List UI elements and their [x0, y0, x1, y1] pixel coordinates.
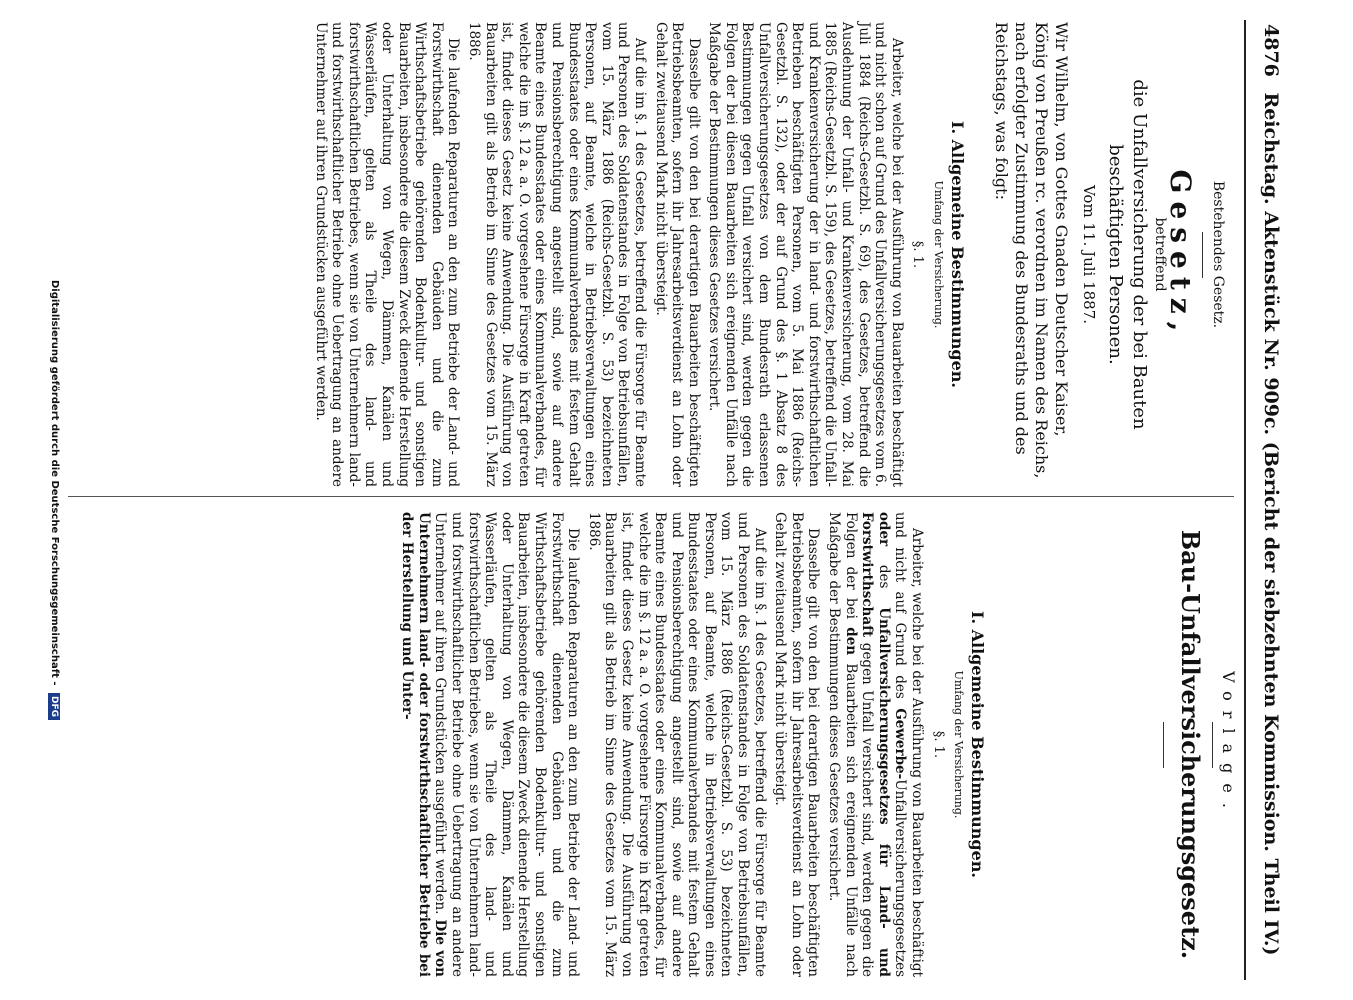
section-heading: I. Allgemeine Bestimmungen. [967, 610, 987, 878]
credit-text: Digitalisierung gefördert durch die Deutsche Forschungsgemeinschaft - [49, 279, 60, 686]
running-title: Reichstag. Aktenstück Nr. 909c. (Bericht der siebzehnten Kommission. Theil IV.) [1260, 92, 1282, 956]
paragraph-text: Die laufenden Reparaturen an den zum Betriebe der Land- und Forstwirthschaft dienenden Gebäuden und die zum Wirthschaftsbetriebe gehörenden Bodenkultur- und sonstigen Bauarbeiten, insbesondere die diesem Zweck dienende Herstellung oder Unterhaltung von Wegen, Dämmen, Kanälen und Wasserläufen, gelten als Theile des land- und forstwirthschaftlichen Betriebes, wenn sie von Unternehmern land- und forstwirthschaftlicher Betriebe ohne Uebertragung an andere Unternehmer auf ihren Grundstücken ausgeführt werden. Die von Unternehmern land- oder forstwirthschaftlicher Betriebe bei der Herstellung und Unter- [399, 512, 582, 977]
paragraph-text: Die laufenden Reparaturen an den zum Betriebe der Land- und Forstwirthschaft dienenden Gebäuden und die zum Wirthschaftsbetriebe gehörenden Bodenkultur- und sonstigen Bauarbeiten, insbesondere die diesem Zweck dienende Herstellung oder Unterhaltung von Wegen, Dämmen, Kanälen und Wasserläufen, gelten als Theile des land- und forstwirthschaftlichen Betriebes, wenn sie von Unternehmern land- und forstwirthschaftlicher Betriebe ohne Uebertragung an andere Unternehmer auf ihren Grundstücken ausgeführt werden. [312, 22, 462, 487]
paragraph-number: §. 1. [910, 240, 926, 269]
paragraph-text: Dasselbe gilt von den bei derartigen Bauarbeiten beschäftigten Betriebsbeamten, sofern ihr Jahresarbeitsverdienst an Lohn oder Gehalt zweitausend Mark nicht übersteigt. [652, 22, 702, 487]
paragraph-text: Auf die im §. 1 des Gesetzes, betreffend die Fürsorge für Beamte und Personen des Soldatenstandes in Folge von Betriebsunfällen, vom 15. März 1886 (Reichs-Gesetzbl. S. 53) bezeichneten Personen, auf Beamte, welche in Betriebsverwaltungen eines Bundesstaates oder eines Kommunalverbandes mit festem Gehalt und Pensionsberechtigung angestellt sind, sowie auf andere Beamte eines Bundesstaates oder eines Kommunalverbandes, für welche die im §. 12 a. a. O. vorgesehene Fürsorge in Kraft getreten ist, findet dieses Gesetz keine Anwendung. Die Ausführung von Bauarbeiten gilt als Betrieb im Sinne des Gesetzes vom 15. März 1886. [585, 512, 768, 977]
right-column-proposal [395, 512, 1236, 977]
separator [1202, 232, 1203, 278]
section-heading: I. Allgemeine Bestimmungen. [947, 120, 967, 388]
paragraph-text: Dasselbe gilt von den bei derartigen Bauarbeiten beschäftigten Betriebsbeamten, sofern ihr Jahresarbeitsverdienst an Lohn oder Gehalt zweitausend Mark nicht übersteigt. [772, 512, 822, 977]
law-title: die Unfallversicherung der bei Bauten beschäftigten Personen. [1105, 79, 1151, 430]
digitization-credit [46, 4, 60, 996]
left-column-existing-law [308, 22, 1236, 487]
paragraph-text: Arbeiter, welche bei der Ausführung von Bauarbeiten beschäftigt und nicht auf Grund des Gewerbe-Unfallversicherungsgesetzes oder des Unfallversicherungsgesetzes für Land- und Forstwirthschaft gegen Unfall versichert sind, werden gegen die Folgen der bei den Bauarbeiten sich ereignenden Unfälle nach Maßgabe der Bestimmungen dieses Gesetzes versichert. [826, 512, 926, 977]
paragraph-text: Arbeiter, welche bei der Ausführung von Bauarbeiten beschäftigt und nicht schon auf Grund des Unfallversicherungsgesetzes vom 6. Juli 1884 (Reichs-Gesetzbl. S. 69), des Gesetzes, betreffend die Ausdehnung der Unfall- und Krankenversicherung, vom 28. Mai 1885 (Reichs-Gesetzbl. S. 159), des Gesetzes, betreffend die Unfall- und Krankenversicherung der in land- und forstwirthschaftlichen Betrieben beschäftigten Personen, vom 5. Mai 1886 (Reichs-Gesetzbl. S. 132), oder der auf Grund des §. 1 Absatz 8 des Unfallversicherungsgesetzes von dem Bundesrath erlassenen Bestimmungen gegen Unfall versichert sind, werden gegen die Folgen der bei diesen Bauarbeiten sich ereignenden Unfälle nach Maßgabe der Bestimmungen dieses Gesetzes versichert. [706, 22, 905, 487]
column-label: Vorlage. [1219, 671, 1238, 818]
header-rule [1244, 20, 1246, 980]
column-divider [68, 496, 1234, 497]
paragraph-number: §. 1. [930, 730, 946, 759]
law-title-big: Bau-Unfallversicherungsgesetz. [1176, 529, 1206, 960]
preamble: Wir Wilhelm, von Gottes Gnaden Deutscher Kaiser, König von Preußen rc. verordnen im Namen des Reichs, nach erfolgter Zustimmung des Bundesraths und des Reichstags, was folgt: [991, 22, 1071, 479]
law-title-sub: betreffend [1151, 217, 1168, 292]
paragraph-text: Auf die im §. 1 des Gesetzes, betreffend die Fürsorge für Beamte und Personen des Soldatenstandes in Folge von Betriebsunfällen, vom 15. März 1886 (Reichs-Gesetzbl. S. 53) bezeichneten Personen, auf Beamte, welche in Betriebsverwaltungen eines Bundesstaates oder eines Kommunalverbandes mit festem Gehalt und Pensionsberechtigung angestellt sind, sowie auf andere Beamte eines Bundesstaates oder eines Kommunalverbandes, für welche die im §. 12 a. a. O. vorgesehene Fürsorge in Kraft getreten ist, findet dieses Gesetz keine Anwendung. Die Ausführung von Bauarbeiten gilt als Betrieb im Sinne des Gesetzes vom 15. März 1886. [466, 22, 648, 487]
law-date: Vom 11. Juli 1887. [1080, 184, 1099, 325]
page-header [1256, 24, 1282, 974]
column-label: Bestehendes Gesetz. [1210, 180, 1226, 329]
law-title-big: Gesetz, [1164, 169, 1198, 340]
page-number: 4876 [1260, 24, 1282, 77]
separator [1212, 722, 1213, 768]
section-subheading: Umfang der Versicherung. [932, 180, 946, 329]
section-subheading: Umfang der Versicherung. [952, 670, 966, 819]
dfg-logo: DFG [48, 693, 60, 720]
separator [1163, 722, 1164, 768]
